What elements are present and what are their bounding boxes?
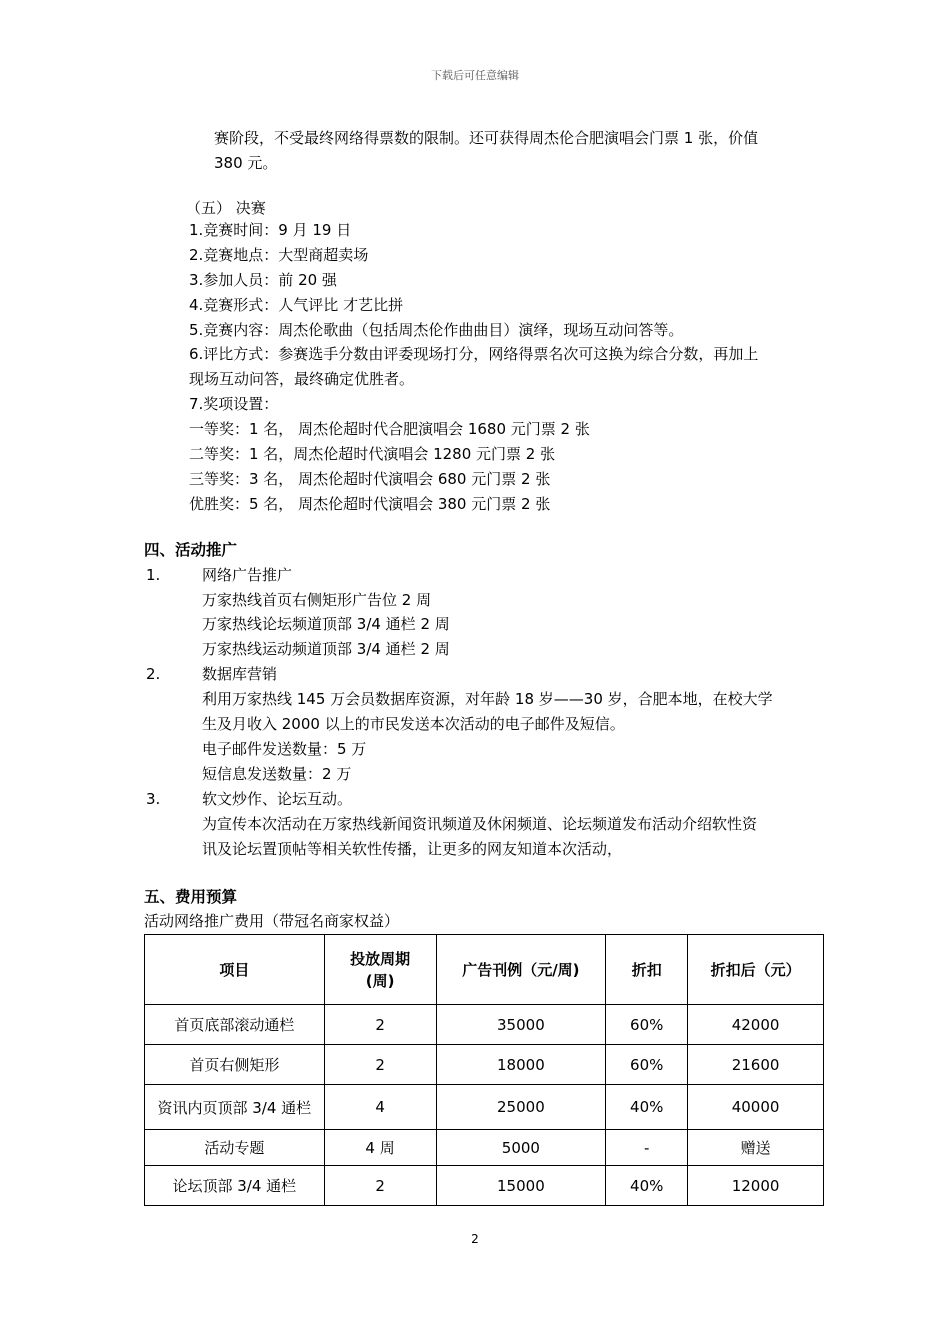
table-cell: 2 [324,1005,436,1045]
table-row [145,1005,824,1045]
table-cell: 4 [324,1085,436,1130]
prize-line: 三等奖：3 名， 周杰伦超时代演唱会 680 元门票 2 张 [189,470,551,488]
section-heading-budget: 五、费用预算 [144,888,238,906]
table-row [145,1045,824,1085]
table-cell: - [606,1130,688,1166]
column-header: 项目 [145,935,325,1005]
table-cell: 40% [606,1166,688,1206]
finals-item: 4.竞赛形式：人气评比 才艺比拼 [189,296,404,314]
table-cell: 2 [324,1045,436,1085]
table-cell: 5000 [436,1130,606,1166]
table-cell: 35000 [436,1005,606,1045]
intro-line-2: 380 元。 [214,154,278,172]
list-item-line: 生及月收入 2000 以上的市民发送本次活动的电子邮件及短信。 [202,715,625,733]
table-cell: 论坛顶部 3/4 通栏 [145,1166,325,1206]
table-cell: 资讯内页顶部 3/4 通栏 [145,1085,325,1130]
table-cell: 12000 [688,1166,824,1206]
column-header: 广告刊例（元/周) [436,935,606,1005]
table-cell: 42000 [688,1005,824,1045]
list-item-title: 软文炒作、论坛互动。 [202,790,353,808]
finals-item: 1.竞赛时间：9 月 19 日 [189,221,352,239]
prize-line: 优胜奖：5 名， 周杰伦超时代演唱会 380 元门票 2 张 [189,495,551,513]
list-item-line: 万家热线运动频道顶部 3/4 通栏 2 周 [202,640,450,658]
column-header: 折扣后（元） [688,935,824,1005]
list-number: 3. [146,790,161,808]
table-cell: 活动专题 [145,1130,325,1166]
table-cell: 25000 [436,1085,606,1130]
page-number: 2 [471,1232,479,1246]
table-row [145,1130,824,1166]
finals-item: 2.竞赛地点：大型商超卖场 [189,246,369,264]
list-item-title: 数据库营销 [202,665,278,683]
list-item-line: 万家热线论坛频道顶部 3/4 通栏 2 周 [202,615,450,633]
list-item-line: 万家热线首页右侧矩形广告位 2 周 [202,591,432,609]
list-item-line: 利用万家热线 145 万会员数据库资源，对年龄 18 岁——30 岁，合肥本地，在校大学 [202,690,773,708]
table-cell: 21600 [688,1045,824,1085]
column-header-line: (周) [365,971,395,990]
table-cell: 60% [606,1045,688,1085]
finals-title: （五） 决赛 [186,199,266,217]
list-item-line: 为宣传本次活动在万家热线新闻资讯频道及休闲频道、论坛频道发布活动介绍软性资 [202,815,758,833]
table-cell: 赠送 [688,1130,824,1166]
list-item-line: 讯及论坛置顶帖等相关软性传播，让更多的网友知道本次活动， [202,840,623,858]
table-header-row [145,935,824,1005]
table-cell: 首页右侧矩形 [145,1045,325,1085]
table-cell: 40000 [688,1085,824,1130]
list-item-line: 短信息发送数量：2 万 [202,765,352,783]
column-header: 折扣 [606,935,688,1005]
budget-table [144,934,824,1206]
finals-item: 6.评比方式：参赛选手分数由评委现场打分，网络得票名次可这换为综合分数，再加上 [189,345,759,363]
finals-item: 7.奖项设置： [189,395,279,413]
finals-item: 5.竞赛内容：周杰伦歌曲（包括周杰伦作曲曲目）演绎，现场互动问答等。 [189,321,684,339]
finals-item: 3.参加人员：前 20 强 [189,271,337,289]
column-header-line: 投放周期 [350,949,411,968]
table-cell: 4 周 [324,1130,436,1166]
page-header: 下载后可任意编辑 [431,69,519,82]
list-item-line: 电子邮件发送数量：5 万 [202,740,367,758]
list-number: 1. [146,566,161,584]
table-cell: 18000 [436,1045,606,1085]
table-row [145,1085,824,1130]
finals-item: 现场互动问答，最终确定优胜者。 [189,370,415,388]
list-item-title: 网络广告推广 [202,566,293,584]
section-heading-promotion: 四、活动推广 [144,541,238,559]
prize-line: 一等奖：1 名， 周杰伦超时代合肥演唱会 1680 元门票 2 张 [189,420,590,438]
list-number: 2. [146,665,161,683]
table-cell: 15000 [436,1166,606,1206]
column-header [324,935,436,1005]
table-row [145,1166,824,1206]
table-cell: 40% [606,1085,688,1130]
table-cell: 60% [606,1005,688,1045]
table-cell: 首页底部滚动通栏 [145,1005,325,1045]
table-cell: 2 [324,1166,436,1206]
prize-line: 二等奖：1 名，周杰伦超时代演唱会 1280 元门票 2 张 [189,445,556,463]
table-caption: 活动网络推广费用（带冠名商家权益） [144,912,400,930]
intro-line-1: 赛阶段，不受最终网络得票数的限制。还可获得周杰伦合肥演唱会门票 1 张，价值 [214,129,759,147]
